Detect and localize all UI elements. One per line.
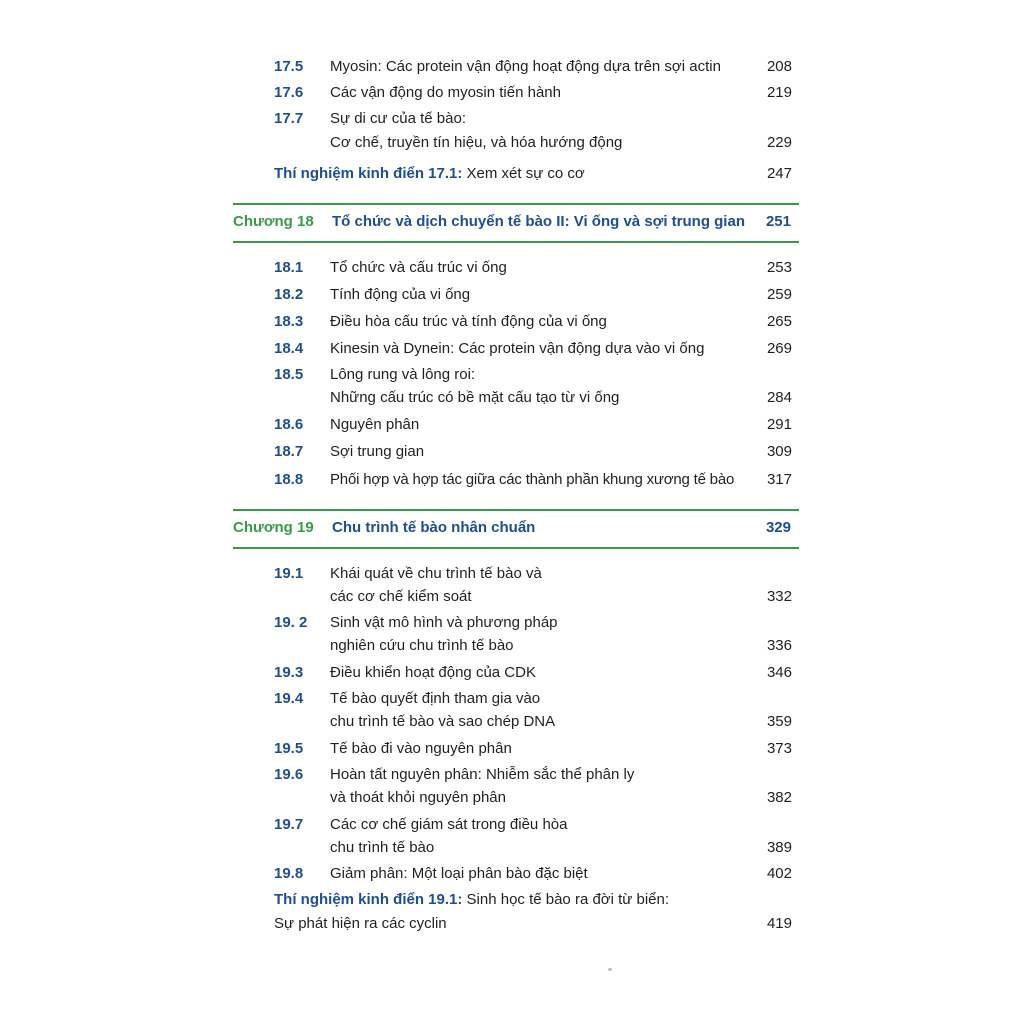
chapter-label: Chương 18 xyxy=(233,213,314,230)
section-title-line-1: Sinh vật mô hình và phương pháp xyxy=(330,614,558,631)
page-number: 389 xyxy=(766,839,792,856)
chapter-18-header[interactable] xyxy=(233,203,799,243)
section-title-line-2: Cơ chế, truyền tín hiệu, và hóa hướng động xyxy=(330,134,623,151)
section-title: Kinesin và Dynein: Các protein vận động dựa vào vi ống xyxy=(330,340,705,357)
experiment-label: Thí nghiệm kinh điển 17.1: xyxy=(274,165,463,182)
page-number: 247 xyxy=(766,165,792,182)
section-number: 19.3 xyxy=(274,664,304,681)
page-number: 229 xyxy=(766,134,792,151)
toc-entry-17-7[interactable] xyxy=(0,108,1024,156)
section-title: Tính động của vi ống xyxy=(330,286,471,303)
divider xyxy=(233,241,799,243)
section-number: 18.7 xyxy=(274,443,304,460)
page-number: 402 xyxy=(766,865,792,882)
section-title: Tế bào đi vào nguyên phân xyxy=(330,740,512,757)
page-number: 259 xyxy=(766,286,792,303)
page-number: 284 xyxy=(766,389,792,406)
page-number: 291 xyxy=(766,416,792,433)
section-number: 18.3 xyxy=(274,313,304,330)
page-number: 219 xyxy=(766,84,792,101)
section-number: 19.1 xyxy=(274,565,304,582)
divider xyxy=(233,509,799,511)
page-number: 317 xyxy=(766,471,792,488)
paper-speck xyxy=(608,968,612,971)
page-number: 382 xyxy=(766,789,792,806)
toc-entry-18-5[interactable] xyxy=(0,364,1024,412)
section-number: 18.1 xyxy=(274,259,304,276)
chapter-19-header[interactable] xyxy=(233,509,799,549)
section-number: 17.6 xyxy=(274,84,304,101)
section-title: Điều khiển hoạt động của CDK xyxy=(330,664,536,681)
page-number: 208 xyxy=(766,58,792,75)
page-number: 332 xyxy=(766,588,792,605)
toc-entry-19-4[interactable] xyxy=(0,688,1024,736)
experiment-title-line-2: Sự phát hiện ra các cyclin xyxy=(274,915,447,932)
page-number: 309 xyxy=(766,443,792,460)
section-number: 18.2 xyxy=(274,286,304,303)
section-title-line-1: Tế bào quyết định tham gia vào xyxy=(330,690,541,707)
page-number: 265 xyxy=(766,313,792,330)
chapter-label: Chương 19 xyxy=(233,519,314,536)
section-number: 19.6 xyxy=(274,766,304,783)
section-number: 19.8 xyxy=(274,865,304,882)
section-title: Điều hòa cấu trúc và tính động của vi ống xyxy=(330,313,607,330)
section-title-line-1: Khái quát về chu trình tế bào và xyxy=(330,565,542,582)
section-title: Các vận động do myosin tiến hành xyxy=(330,84,561,101)
experiment-title: Sinh học tế bào ra đời từ biển: xyxy=(466,891,670,908)
section-title: Sợi trung gian xyxy=(330,443,425,460)
section-number: 19.5 xyxy=(274,740,304,757)
section-title-line-2: các cơ chế kiểm soát xyxy=(330,588,472,605)
page-number: 269 xyxy=(766,340,792,357)
section-number: 18.4 xyxy=(274,340,304,357)
page-number: 419 xyxy=(766,915,792,932)
section-title: Phối hợp và hợp tác giữa các thành phần khung xương tế bào xyxy=(330,471,735,488)
chapter-page: 251 xyxy=(765,213,791,230)
section-title: Giảm phân: Một loại phân bào đặc biệt xyxy=(330,865,588,882)
section-title-line-1: Sự di cư của tế bào: xyxy=(330,110,466,127)
section-number: 19.7 xyxy=(274,816,304,833)
section-title: Nguyên phân xyxy=(330,416,420,433)
experiment-label: Thí nghiệm kinh điển 19.1: xyxy=(274,891,463,908)
section-number: 17.5 xyxy=(274,58,304,75)
section-number: 19. 2 xyxy=(274,614,308,631)
toc-entry-19-2[interactable] xyxy=(0,612,1024,660)
experiment-title: Xem xét sự co cơ xyxy=(466,165,585,182)
section-title-line-2: nghiên cứu chu trình tế bào xyxy=(330,637,514,654)
section-number: 18.6 xyxy=(274,416,304,433)
page-number: 373 xyxy=(766,740,792,757)
toc-entry-19-7[interactable] xyxy=(0,814,1024,862)
divider xyxy=(233,547,799,549)
section-title-line-2: chu trình tế bào xyxy=(330,839,435,856)
chapter-title: Chu trình tế bào nhân chuẩn xyxy=(332,519,536,536)
section-title-line-2: và thoát khỏi nguyên phân xyxy=(330,789,506,806)
section-title-line-2: chu trình tế bào và sao chép DNA xyxy=(330,713,556,730)
section-number: 19.4 xyxy=(274,690,304,707)
section-title: Tổ chức và cấu trúc vi ống xyxy=(330,259,507,276)
chapter-title: Tổ chức và dịch chuyển tế bào II: Vi ống và sợi trung gian xyxy=(332,213,745,230)
section-number: 17.7 xyxy=(274,110,304,127)
section-title-line-1: Hoàn tất nguyên phân: Nhiễm sắc thể phân ly xyxy=(330,766,635,783)
section-title-line-2: Những cấu trúc có bề mặt cấu tạo từ vi ống xyxy=(330,389,620,406)
page-number: 253 xyxy=(766,259,792,276)
toc-entry-19-6[interactable] xyxy=(0,764,1024,812)
section-title-line-1: Lông rung và lông roi: xyxy=(330,366,476,383)
section-title: Myosin: Các protein vận động hoạt động dựa trên sợi actin xyxy=(330,58,721,75)
section-title-line-1: Các cơ chế giám sát trong điều hòa xyxy=(330,816,568,833)
chapter-page: 329 xyxy=(765,519,791,536)
page-number: 359 xyxy=(766,713,792,730)
page-number: 336 xyxy=(766,637,792,654)
toc-entry-19-1[interactable] xyxy=(0,563,1024,611)
divider xyxy=(233,203,799,205)
section-number: 18.5 xyxy=(274,366,304,383)
page-number: 346 xyxy=(766,664,792,681)
toc-experiment-19-1[interactable] xyxy=(0,889,1024,937)
section-number: 18.8 xyxy=(274,471,304,488)
